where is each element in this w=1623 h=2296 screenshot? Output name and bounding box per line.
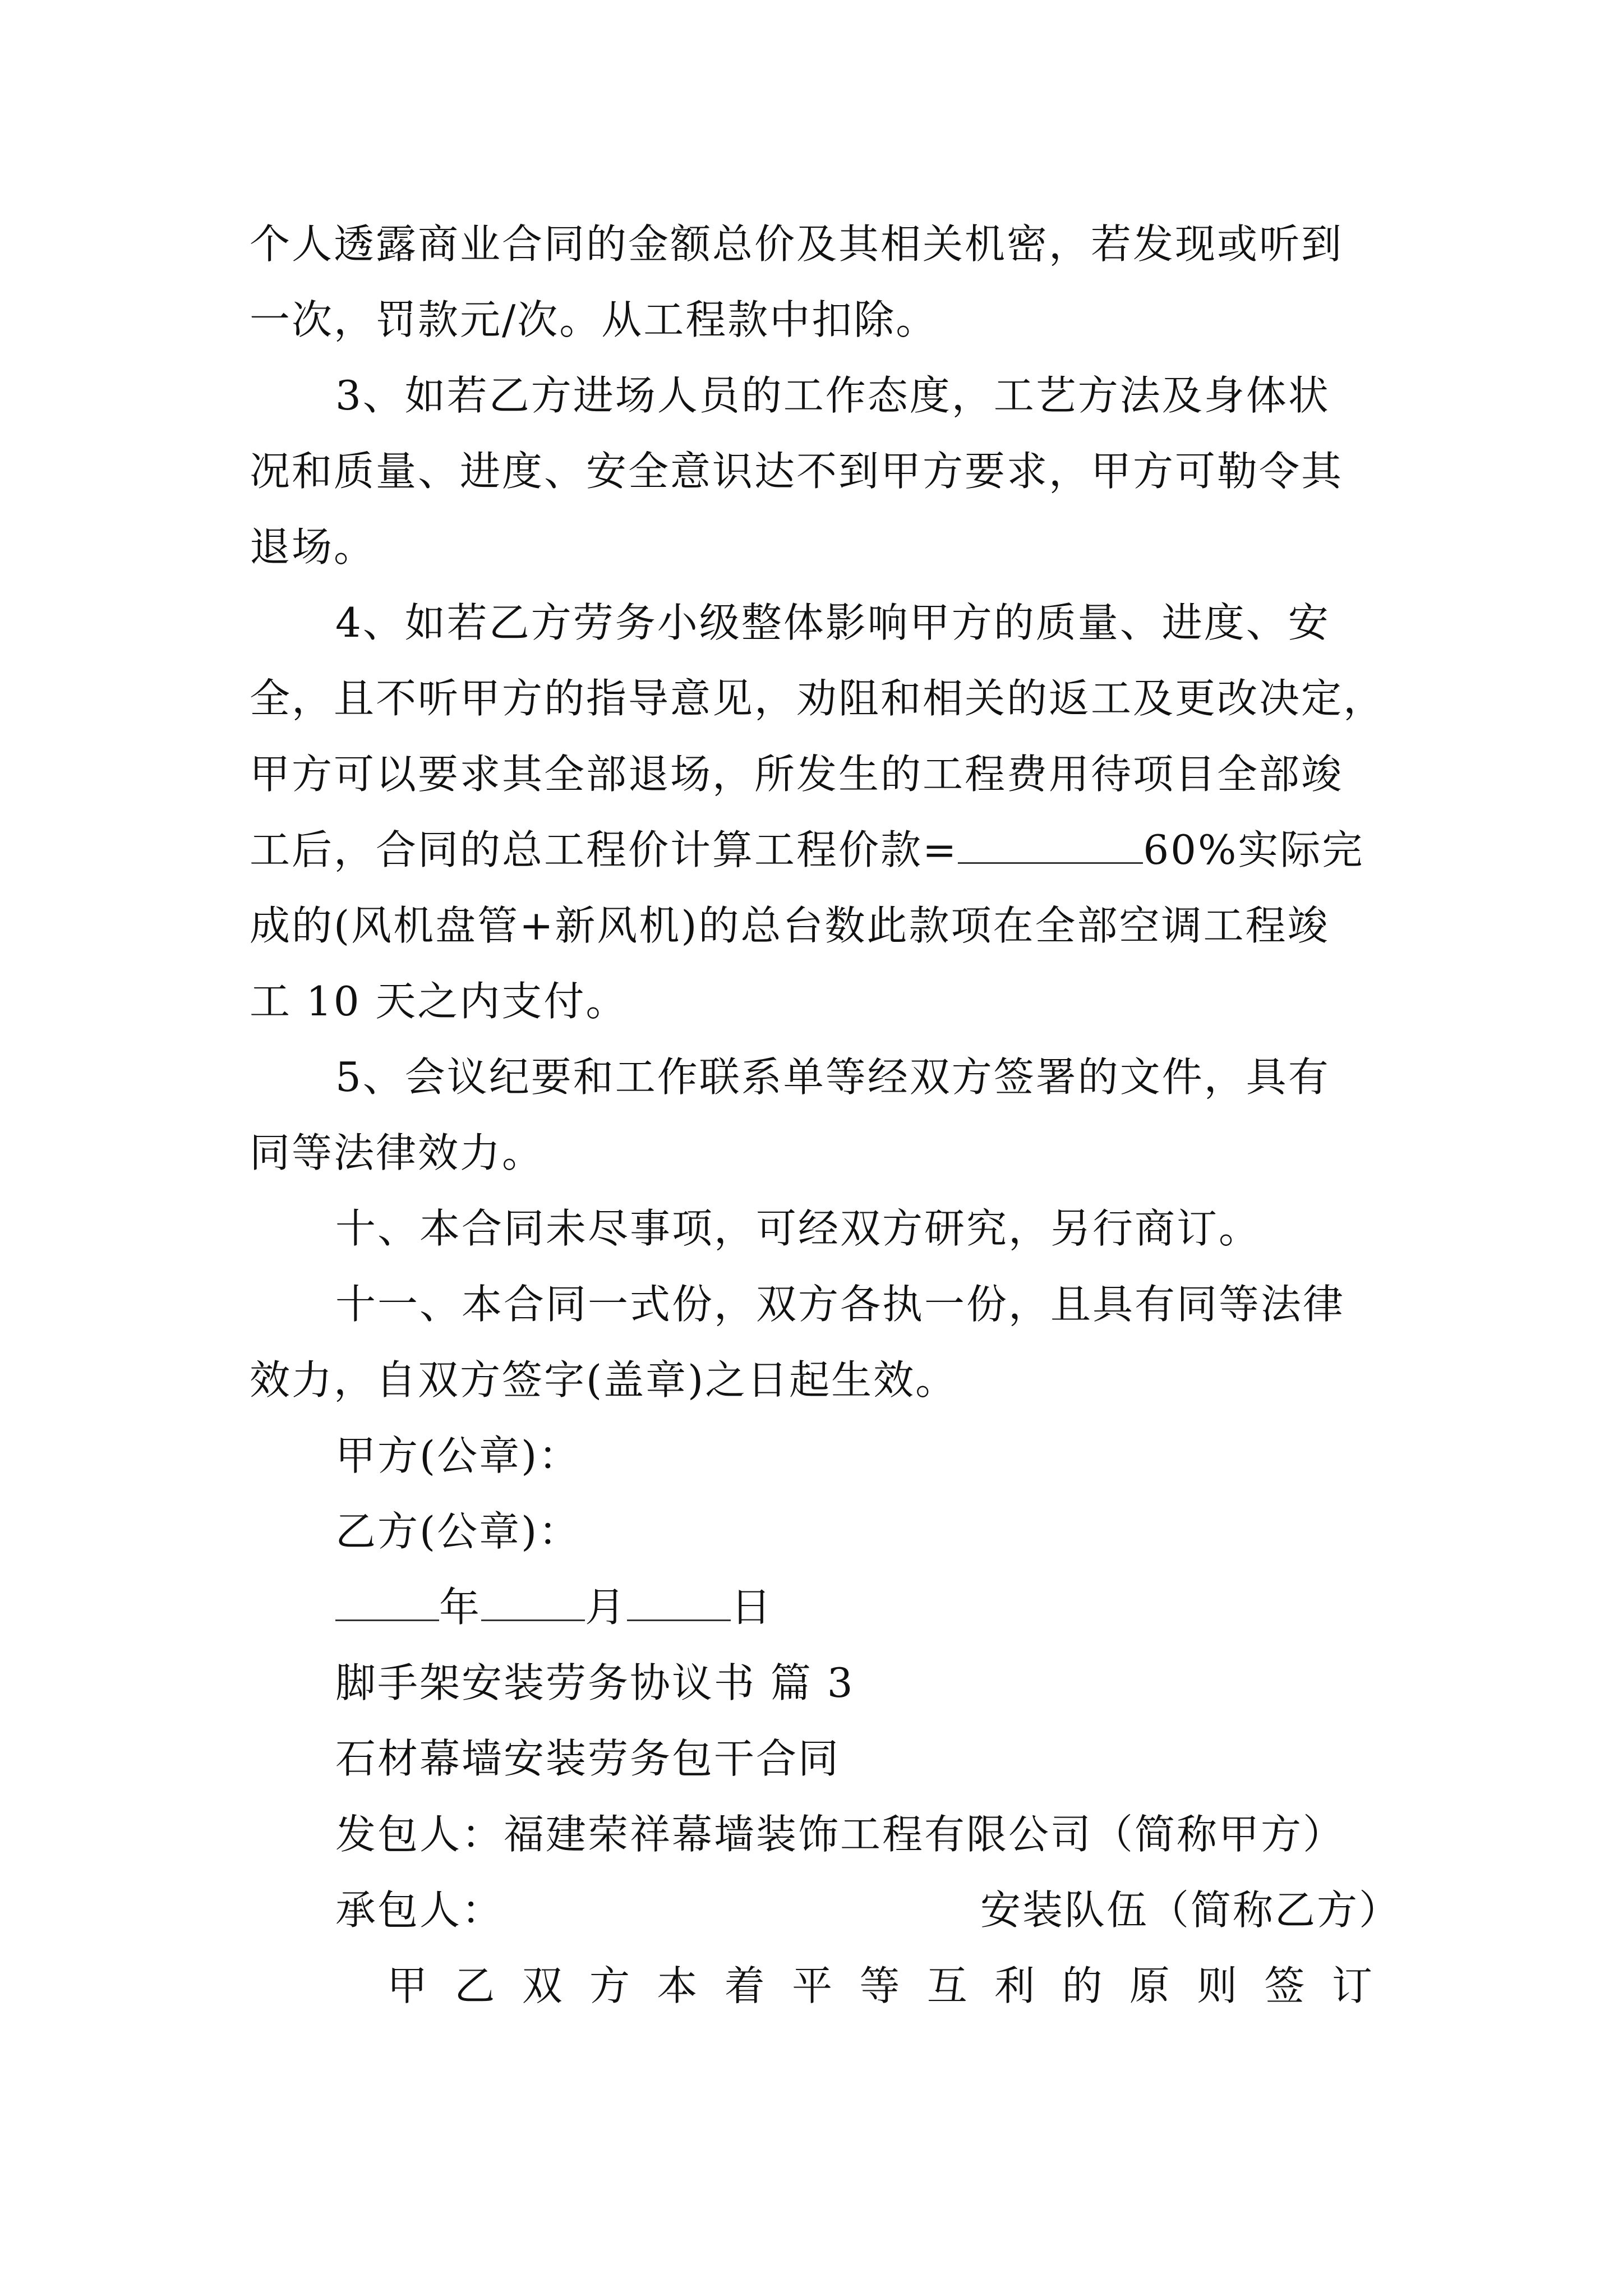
contractor-label: 承包人： (335, 1887, 504, 1934)
spaced-char: 方 (589, 1962, 632, 2009)
text-line: 甲方可以要求其全部退场，所发生的工程费用待项目全部竣 (250, 751, 1344, 798)
date-line (335, 1579, 1378, 1635)
employer-line: 发包人：福建荣祥幕墙装饰工程有限公司（简称甲方） (335, 1811, 1345, 1858)
text-line: 效力，自双方签字(盖章)之日起生效。 (250, 1356, 958, 1404)
spaced-text-line (387, 1958, 1374, 2014)
spaced-char: 本 (657, 1962, 699, 2009)
month-blank (481, 1585, 585, 1621)
spaced-char: 利 (994, 1962, 1037, 2009)
spaced-char: 乙 (454, 1962, 497, 2009)
spaced-char: 双 (522, 1962, 564, 2009)
text-line: 退场。 (250, 523, 376, 570)
spaced-char: 的 (1062, 1962, 1104, 2009)
text-line: 况和质量、进度、安全意识达不到甲方要求，甲方可勒令其 (250, 448, 1344, 495)
contractor-name: 安装队伍（简称乙方） (980, 1887, 1401, 1934)
text-line: 同等法律效力。 (250, 1129, 545, 1176)
price-formula-line (250, 822, 1377, 878)
spaced-char: 则 (1197, 1962, 1239, 2009)
year-blank (335, 1585, 439, 1621)
spaced-char: 甲 (387, 1962, 430, 2009)
month-label: 月 (585, 1584, 628, 1631)
party-a-seal: 甲方(公章)： (335, 1432, 581, 1479)
spaced-char: 互 (926, 1962, 969, 2009)
contractor-line (335, 1882, 1401, 1938)
text-line: 工 10 天之内支付。 (250, 978, 628, 1025)
text-line: 全，且不听甲方的指导意见，劝阻和相关的返工及更改决定， (250, 675, 1386, 722)
spaced-char: 签 (1264, 1962, 1307, 2009)
spaced-char: 订 (1331, 1962, 1374, 2009)
text-line: 一次，罚款元/次。从工程款中扣除。 (250, 296, 938, 343)
spaced-char: 平 (792, 1962, 834, 2009)
year-label: 年 (439, 1584, 482, 1631)
section-heading: 脚手架安装劳务协议书 篇 3 (335, 1659, 855, 1706)
paragraph-3-start: 3、如若乙方进场人员的工作态度，工艺方法及身体状 (335, 372, 1330, 419)
clause-11-start: 十一、本合同一式份，双方各执一份，且具有同等法律 (335, 1281, 1345, 1328)
formula-text: 工后，合同的总工程价计算工程价款= (250, 826, 958, 873)
spaced-char: 等 (859, 1962, 902, 2009)
formula-rate: 60%实际完 (1143, 826, 1364, 873)
spaced-char: 着 (724, 1962, 767, 2009)
spaced-char: 原 (1129, 1962, 1172, 2009)
fill-blank (958, 827, 1143, 864)
text-line: 个人透露商业合同的金额总价及其相关机密，若发现或听到 (250, 220, 1344, 268)
party-b-seal: 乙方(公章)： (335, 1508, 581, 1555)
day-blank (627, 1585, 731, 1621)
paragraph-4-start: 4、如若乙方劳务小级整体影响甲方的质量、进度、安 (335, 599, 1330, 646)
clause-10: 十、本合同未尽事项，可经双方研究，另行商订。 (335, 1205, 1261, 1252)
text-line: 成的(风机盘管+新风机)的总台数此款项在全部空调工程竣 (250, 902, 1330, 949)
day-label: 日 (731, 1584, 773, 1631)
paragraph-5-start: 5、会议纪要和工作联系单等经双方签署的文件，具有 (335, 1053, 1330, 1101)
contract-title: 石材幕墙安装劳务包干合同 (335, 1735, 841, 1782)
